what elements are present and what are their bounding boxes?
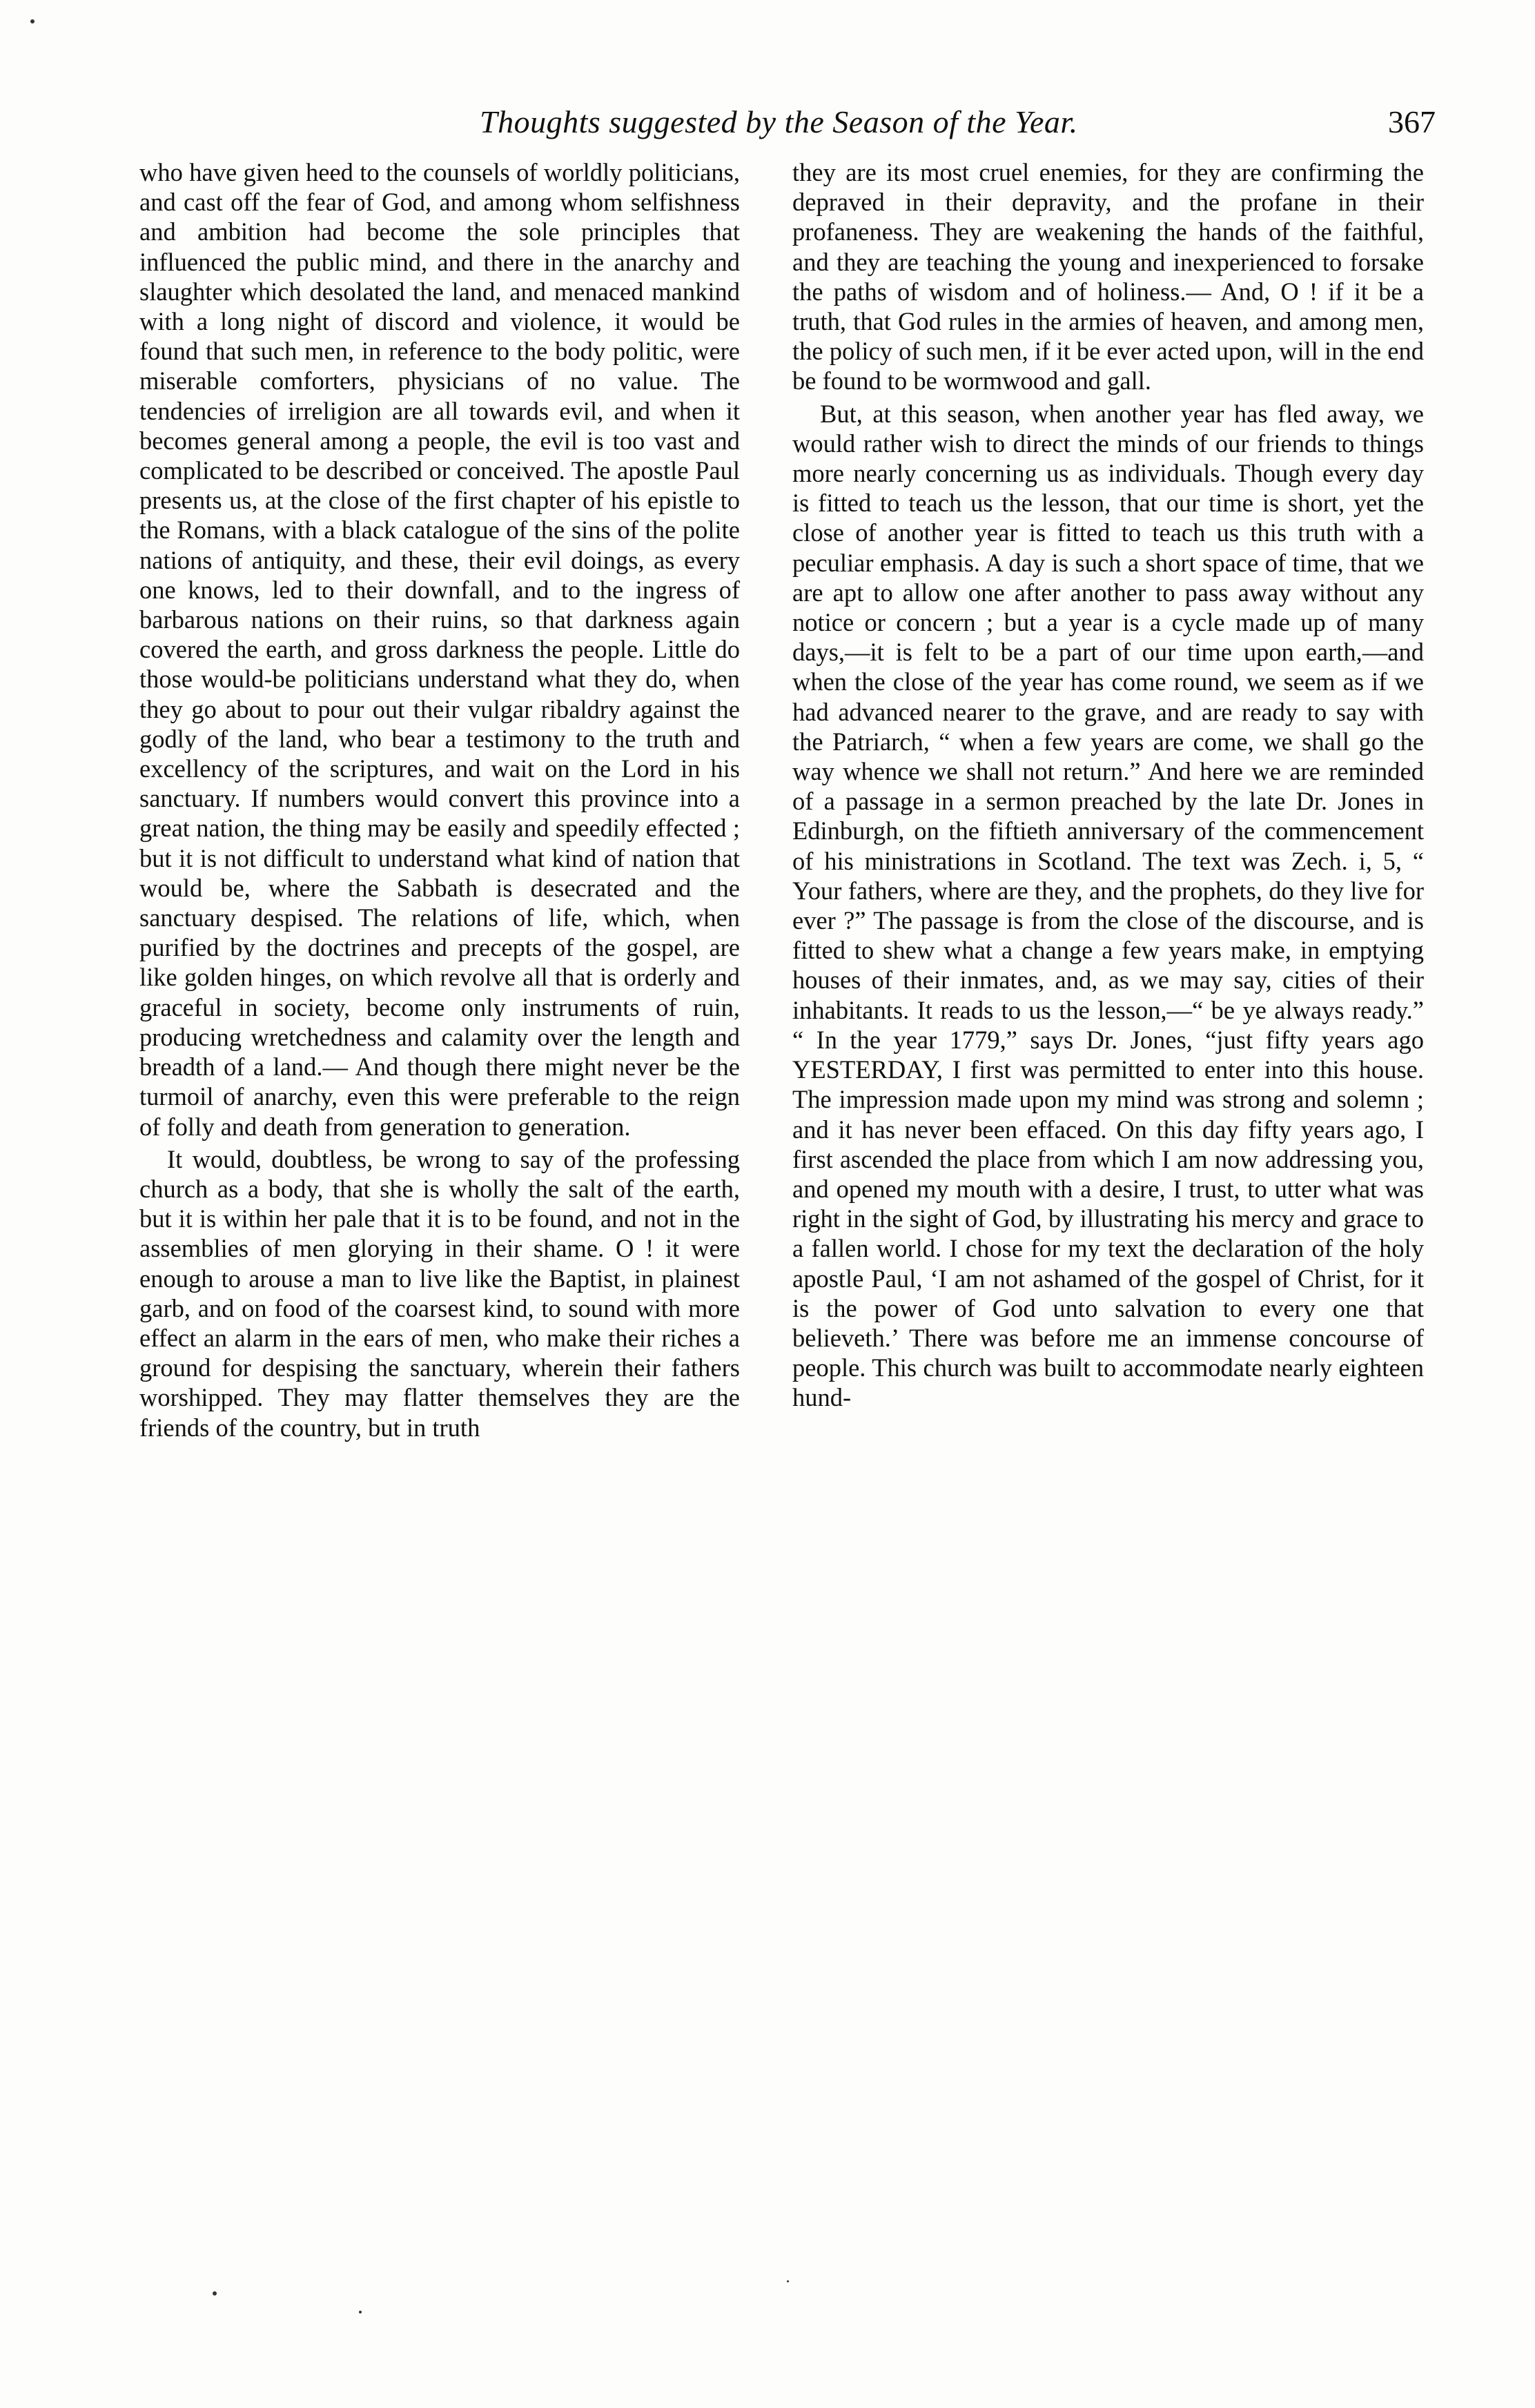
page-number: 367 — [1388, 104, 1436, 139]
left-column — [139, 157, 740, 1442]
left-paragraph-1: who have given heed to the counsels of worldly politicians, and cast off the fear of God, and among whom selfishness and ambition had become the sole principles that influenced the public mind, and there in the anarchy and slaughter which desolated the land, and menaced mankind with a long night of discord and violence, it would be found that such men, in reference to the body politic, were miserable comforters, physicians of no value. The tendencies of irreligion are all towards evil, and when it becomes general among a people, the evil is too vast and complicated to be described or conceived. The apostle Paul presents us, at the close of the first chapter of his epistle to the Romans, with a black catalogue of the sins of the polite nations of antiquity, and these, their evil doings, as every one knows, led to their downfall, and to the ingress of barbarous nations on their ruins, so that darkness again covered the earth, and gross darkness the people. Little do those would-be politicians understand what they do, when they go about to pour out their vulgar ribaldry against the godly of the land, who bear a testimony to the truth and excellency of the scriptures, and wait on the Lord in his sanctuary. If numbers would convert this province into a great nation, the thing may be easily and speedily effected ; but it is not difficult to understand what kind of nation that would be, where the Sabbath is desecrated and the sanctuary despised. The relations of life, which, when purified by the doctrines and precepts of the gospel, are like golden hinges, on which revolve all that is orderly and graceful in society, become only instruments of ruin, producing wretchedness and calamity over the length and breadth of a land.— And though there might never be the turmoil of anarchy, even this were preferable to the reign of folly and death from generation to generation. — [139, 158, 740, 1141]
print-speck — [213, 2291, 217, 2296]
print-speck — [30, 19, 35, 23]
print-speck — [787, 2280, 789, 2282]
running-head — [138, 104, 1436, 152]
left-paragraph-2: It would, doubtless, be wrong to say of the professing church as a body, that she is wholly the salt of the earth, but it is within her pale that it is to be found, and not in the assemblies of men glorying in their shame. O ! it were enough to arouse a man to live like the Baptist, in plainest garb, and on food of the coarsest kind, to sound with more effect an alarm in the ears of men, who make their riches a ground for despising the sanctuary, wherein their fathers worshipped. They may flatter themselves they are the friends of the country, but in truth — [139, 1144, 740, 1442]
print-speck — [359, 2311, 362, 2313]
running-title: Thoughts suggested by the Season of the Year. — [480, 104, 1078, 139]
right-paragraph-1: they are its most cruel enemies, for they are confirming the depraved in their depravity, and the profane in their profaneness. They are weakening the hands of the faithful, and they are teaching the young and inexperienced to forsake the paths of wisdom and of holiness.— And, O ! if it be a truth, that God rules in the armies of heaven, and among men, the policy of such men, if it be ever acted upon, will in the end be found to be wormwood and gall. — [792, 158, 1424, 395]
right-paragraph-2: But, at this season, when another year has fled away, we would rather wish to direct the minds of our friends to things more nearly concerning us as individuals. Though every day is fitted to teach us the lesson, that our time is short, yet the close of another year is fitted to teach us this truth with a peculiar emphasis. A day is such a short space of time, that we are apt to allow one after another to pass away without any notice or concern ; but a year is a cycle made up of many days,—it is felt to be a part of our time upon earth,—and when the close of the year has come round, we seem as if we had advanced nearer to the grave, and are ready to say with the Patriarch, “ when a few years are come, we shall go the way whence we shall not return.” And here we are reminded of a passage in a sermon preached by the late Dr. Jones in Edinburgh, on the fiftieth anniversary of the commencement of his ministrations in Scotland. The text was Zech. i, 5, “ Your fathers, where are they, and the prophets, do they live for ever ?” The passage is from the close of the discourse, and is fitted to shew what a change a few years make, in emptying houses of their inmates, and, as we may say, cities of their inhabitants. It reads to us the lesson,—“ be ye always ready.” “ In the year 1779,” says Dr. Jones, “just fifty years ago YESTERDAY, I first was permitted to enter into this house. The impression made upon my mind was strong and solemn ; and it has never been effaced. On this day fifty years ago, I first ascended the place from which I am now addressing you, and opened my mouth with a desire, I trust, to utter what was right in the sight of God, by illustrating his mercy and grace to a fallen world. I chose for my text the declaration of the holy apostle Paul, ‘I am not ashamed of the gospel of Christ, for it is the power of God unto salvation to every one that believeth.’ There was before me an immense concourse of people. This church was built to accommodate nearly eighteen hund- — [792, 399, 1424, 1412]
right-column — [792, 157, 1424, 1413]
